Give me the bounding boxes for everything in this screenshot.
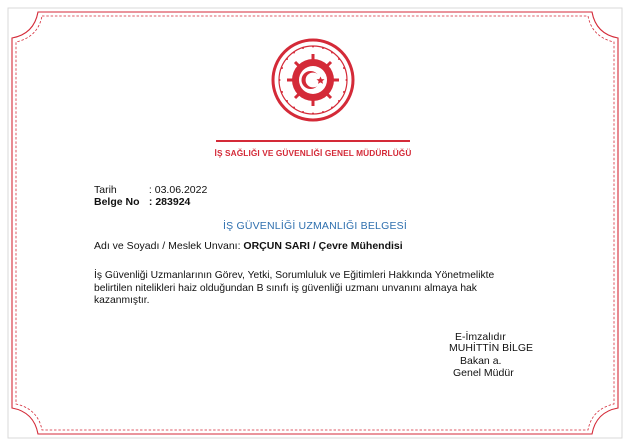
cert-no-label: Belge No <box>94 196 140 208</box>
signer-position: Genel Müdür <box>453 367 514 379</box>
holder-line <box>94 240 403 252</box>
holder-label: Adı ve Soyadı / Meslek Unvanı: <box>94 240 244 252</box>
certificate-title: İŞ GÜVENLİĞİ UZMANLIĞI BELGESİ <box>223 220 407 232</box>
on-behalf-text: Bakan a. <box>460 355 502 367</box>
certificate-body <box>94 270 549 308</box>
holder-name: ORÇUN SARI / Çevre Mühendisi <box>243 240 403 252</box>
date-row <box>94 184 207 196</box>
body-line-3: kazanmıştır. <box>94 295 150 306</box>
body-line-2: belirtilen nitelikleri haiz olduğundan B sınıfı iş güvenliği uzmanı unvanını almaya hak <box>94 282 477 294</box>
cert-no-row <box>94 196 190 208</box>
body-line-1: İş Güvenliği Uzmanlarının Görev, Yetki, Sorumluluk ve Eğitimleri Hakkında Yönetmelikte <box>94 270 495 281</box>
signer-name: MUHİTTİN BİLGE <box>449 342 534 354</box>
date-label: Tarih <box>94 184 117 196</box>
date-value: : 03.06.2022 <box>148 184 208 196</box>
e-signed-note: E-İmzalıdır <box>455 331 506 343</box>
ministry-seal-icon <box>271 38 355 122</box>
department-name: İŞ SAĞLIĞI VE GÜVENLİĞİ GENEL MÜDÜRLÜĞÜ <box>214 148 412 158</box>
cert-no-value: : 283924 <box>148 196 191 208</box>
header-divider <box>216 140 410 142</box>
